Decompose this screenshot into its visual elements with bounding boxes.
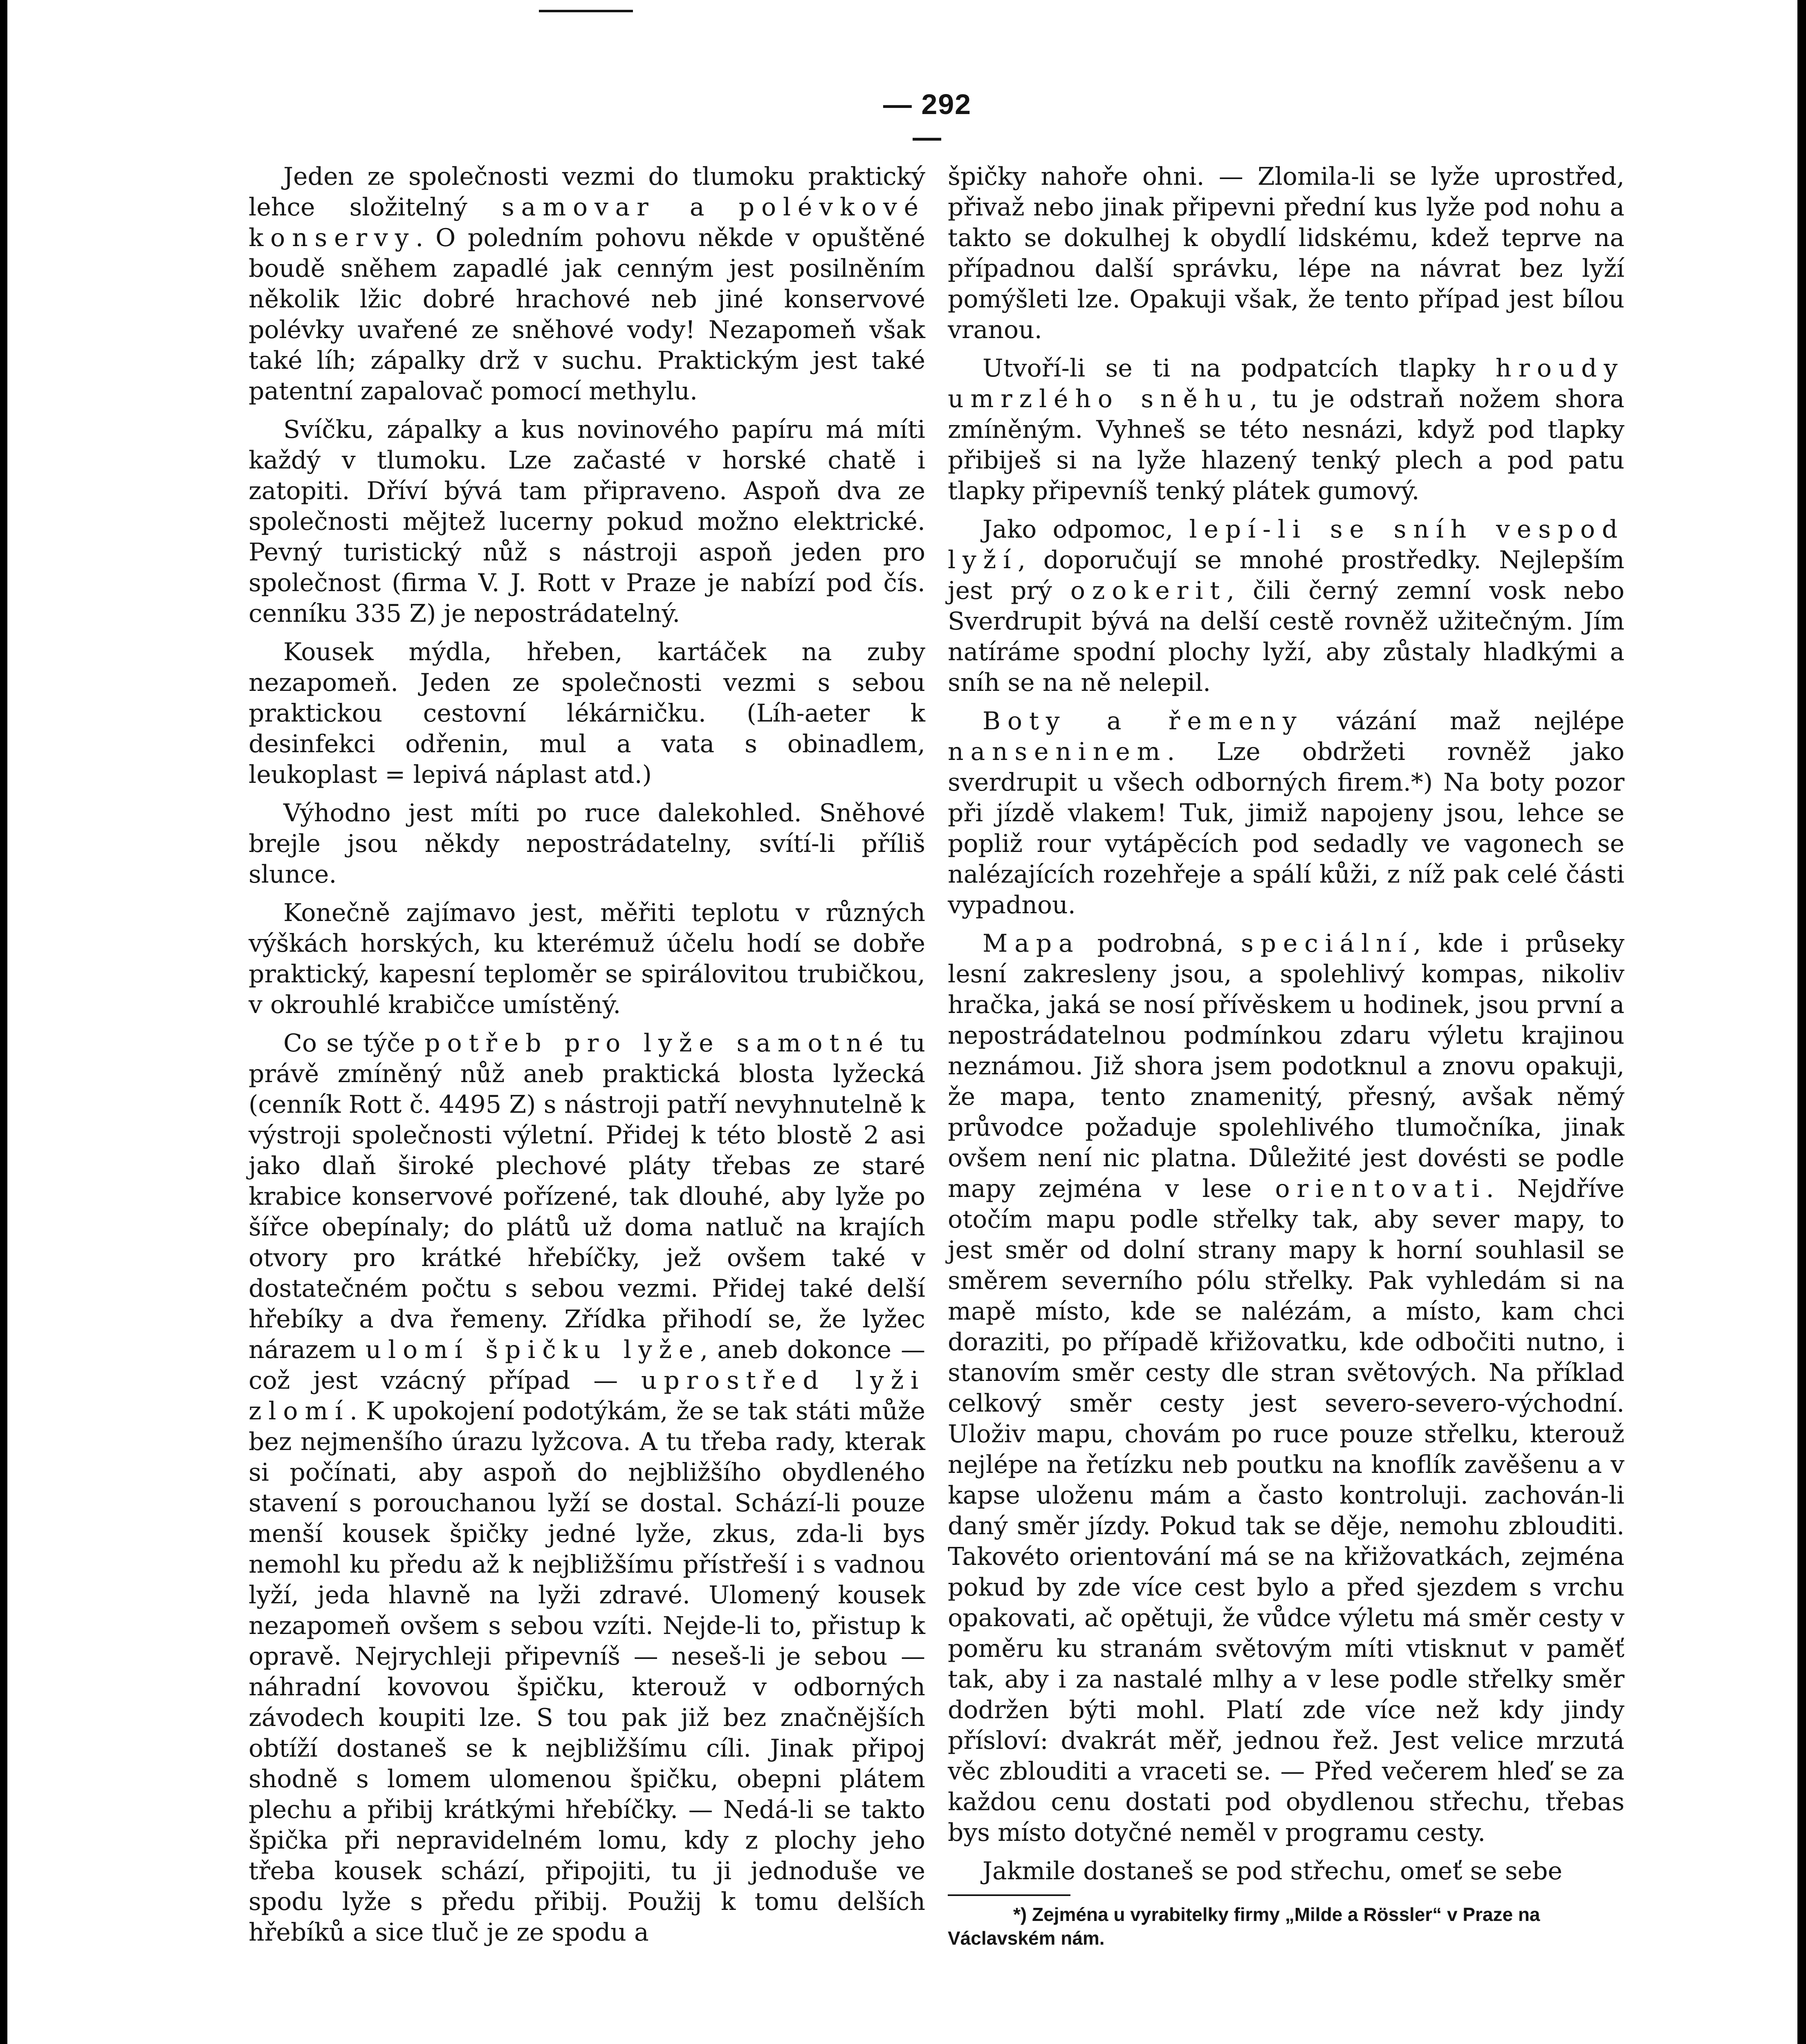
footnote-divider [948,1894,1070,1896]
footnote: *) Zejména u vyrabitelky firmy „Milde a Rössler“ v Praze na Václavském nám. [948,1904,1540,1949]
left-column [249,161,925,1956]
right-column [948,161,1624,1950]
paragraph: Konečně zajímavo jest, měřiti teplotu v různých výškách horských, ku kterémuž účelu hodí se dobře praktický, kapesní teploměr se spirálovitou trubičkou, v okrouhlé krabičce umístěný. [249,899,925,1019]
paragraph: Utvoří-li se ti na podpatcích tlapky hroudy umrzlého sněhu, tu je odstraň nožem shora zmíněným. Vyhneš se této nesnázi, když pod tlapky přibiješ si na lyže hlazený tenký plech a pod patu tlapky připevníš tenký plátek gumový. [948,354,1624,505]
paragraph: Jakmile dostaneš se pod střechu, omeť se sebe [983,1857,1563,1885]
paragraph: Výhodno jest míti po ruce dalekohled. Sněhové brejle jsou někdy nepostrádatelny, svítí-li příliš slunce. [249,799,925,889]
paragraph: Boty a řemeny vázání maž nejlépe nanseninem. Lze obdržeti rovněž jako sverdrupit u všech odborných firem.*) Na boty pozor při jízdě vlakem! Tuk, jimiž napojeny jsou, lehce se popliž rour vytápěcích pod sedadly ve vagonech se nalézajících rozehřeje a spálí kůži, z níž pak celé části vypadnou. [948,707,1624,919]
paragraph: Mapa podrobná, speciální, kde i průseky lesní zakresleny jsou, a spolehlivý kompas, nikoliv hračka, jaká se nosí přívěskem u hodinek, jsou první a nepostrádatelnou podmínkou zdaru výletu krajinou neznámou. Již shora jsem podotknul a znovu opakuji, že mapa, tento znamenitý, přesný, avšak němý průvodce požaduje spolehlivého tlumočníka, jinak ovšem není nic platna. Důležité jest dovésti se podle mapy zejména v lese orientovati. Nejdříve otočím mapu podle střelky tak, aby sever mapy, to jest směr od dolní strany mapy k horní souhlasil se směrem severního pólu střelky. Pak vyhledám si na mapě místo, kde se nalézám, a místo, kam chci doraziti, po případě křižovatku, kde odbočiti nutno, i stanovím směr cesty dle stran světových. Na příklad celkový směr cesty jest severo-severo-východní. Uloživ mapu, chovám po ruce pouze střelku, kterouž nejlépe na řetízku neb poutku na knoflík zavěšenu a v kapse uloženu mám a často kontroluji. zachován-li daný směr jízdy. Pokud tak se děje, nemohu zblouditi. Takovéto orientování má se na křižovatkách, zejména pokud by zde více cest bylo a před sjezdem s vrchu opakovati, ač opětuji, že vůdce výletu má směr cesty v poměru ku stranám světovým míti vtisknut v paměť tak, aby i za nastalé mlhy a v lese podle střelky směr dodržen býti mohl. Platí zde více než kdy jindy přísloví: dvakrát měř, jednou řež. Jest velice mrzutá věc zblouditi a vraceti se. — Před večerem hleď se za každou cenu dostati pod obydlenou střechu, třebas bys místo dotyčné neměl v programu cesty. [948,929,1624,1847]
paragraph: Kousek mýdla, hřeben, kartáček na zuby nezapomeň. Jeden ze společnosti vezmi s sebou praktickou cestovní lékárničku. (Líh-aeter k desinfekci odřenin, mul a vata s obinadlem, leukoplast = lepivá náplast atd.) [249,638,925,789]
paragraph: Co se týče potřeb pro lyže samotné tu právě zmíněný nůž aneb praktická blosta lyžecká (cenník Rott č. 4495 Z) s nástroji patří nevyhnutelně k výstroji společnosti výletní. Přidej k této blostě 2 asi jako dlaň široké plechové pláty třebas ze staré krabice konservové pořízené, tak dlouhé, aby lyže po šířce obepínaly; do plátů už doma natluč na krajích otvory pro krátké hřebíčky, jež ovšem také v dostatečném počtu s sebou vezmi. Přidej také delší hřebíky a dva řemeny. Zřídka přihodí se, že lyžec nárazem ulomí špičku lyže, aneb dokonce — což jest vzácný případ — uprostřed lyži zlomí. K upokojení podotýkám, že se tak státi může bez nejmenšího úrazu lyžcova. A tu třeba rady, kterak si počínati, aby aspoň do nejbližšího obydleného stavení s porouchanou lyží se dostal. Schází-li pouze menší kousek špičky jedné lyže, zkus, zda-li bys nemohl ku předu až k nejbližšímu přístřeší i s vadnou lyží, jeda hlavně na lyži zdravé. Ulomený kousek nezapomeň ovšem s sebou vzíti. Nejde-li to, přistup k opravě. Nejrychleji připevníš — neseš-li je sebou — náhradní kovovou špičku, kterouž v odborných závodech koupiti lze. S tou pak již bez značnějších obtíží dostaneš se k nejbližšímu cíli. Jinak připoj shodně s lomem ulomenou špičku, obepni plátem plechu a přibij krátkými hřebíčky. — Nedá-li se takto špička při nepravidelném lomu, kdy z plochy jeho třeba kousek schází, připojiti, tu ji jednoduše ve spodu lyže s předu přibij. Použij k tomu delších hřebíků a sice tluč je ze spodu a [249,1029,926,1947]
paragraph: špičky nahoře ohni. — Zlomila-li se lyže uprostřed, přivaž nebo jinak připevni přední kus lyže pod nohu a takto se dokulhej k obydlí lidskému, kdež teprve na případnou další správku, lépe na návrat bez lyží pomýšleti lze. Opakuji však, že tento případ jest bílou vranou. [948,162,1624,344]
scan-mark [539,0,633,12]
paragraph: Svíčku, zápalky a kus novinového papíru má míti každý v tlumoku. Lze začasté v horské chatě i zatopiti. Dříví bývá tam připraveno. Aspoň dva ze společnosti mějtež lucerny pokud možno elektrické. Pevný turistický nůž s nástroji aspoň jeden pro společnost (firma V. J. Rott v Praze je nabízí pod čís. cenníku 335 Z) je nepostrádatelný. [249,415,925,628]
paragraph: Jeden ze společnosti vezmi do tlumoku praktický lehce složitelný samovar a polévkové konservy. O poledním pohovu někde v opuštěné boudě sněhem zapadlé jak cenným jest posilněním několik lžic dobré hrachové neb jiné konservové polévky uvařené ze sněhové vody! Nezapomeň však také líh; zápalky drž v suchu. Praktickým jest také patentní zapalovač pomocí methylu. [249,162,925,406]
page [7,0,1797,2044]
page-number: — 292 — [883,88,972,153]
paragraph: Jako odpomoc, lepí-li se sníh vespod lyží, doporučují se mnohé prostředky. Nejlepším jest prý ozokerit, čili černý zemní vosk nebo Sverdrupit bývá na delší cestě rovněž užitečným. Jím natíráme spodní plochy lyží, aby zůstaly hladkými a sníh se na ně nelepil. [948,515,1624,697]
